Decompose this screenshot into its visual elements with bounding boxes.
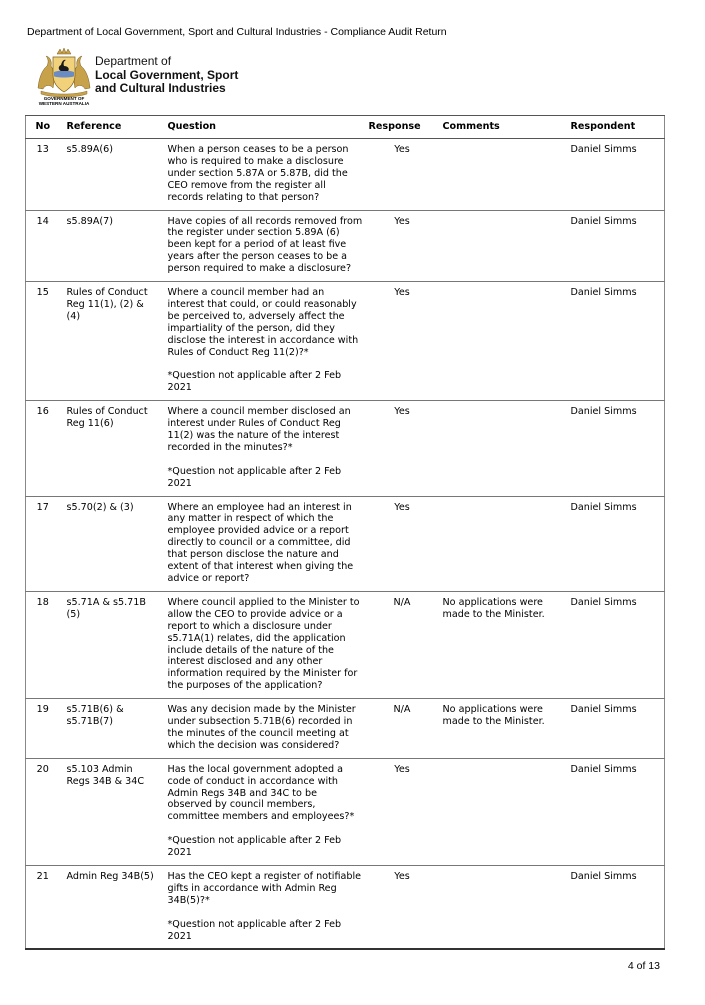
department-logo <box>33 48 253 110</box>
row-respondent: Daniel Simms <box>564 282 665 401</box>
row-comments <box>436 401 564 496</box>
row-question <box>161 758 369 865</box>
question-text: Where a council member had an interest that could, or could reasonably be perceived to, adversely affect the impartiality of the person, did they disclose the interest in accordance with Rules of Conduct Reg 11(2)?* <box>167 287 359 358</box>
row-question <box>161 282 369 401</box>
row-number: 15 <box>26 282 60 401</box>
wa-crest-icon <box>33 48 95 98</box>
row-response: N/A <box>369 699 436 759</box>
table-row <box>26 139 665 211</box>
row-response: Yes <box>369 865 436 949</box>
row-response: Yes <box>369 496 436 591</box>
question-text: Where council applied to the Minister to allow the CEO to provide advice or a report to which a disclosure under s5.71A(1) relates, did the application include details of the nature of the interest disclosed and any other information required by the Minister for the purposes of the application? <box>167 596 360 692</box>
column-header-reference: Reference <box>60 116 161 139</box>
row-number: 17 <box>26 496 60 591</box>
page-number: 4 of 13 <box>627 960 660 972</box>
question-text: Have copies of all records removed from the register under section 5.89A (6) been kept for a period of at least five years after the person ceases to be a person required to make a disclosure? <box>167 215 363 275</box>
row-respondent: Daniel Simms <box>564 591 665 698</box>
department-name-line3: and Cultural Industries <box>95 81 226 95</box>
row-response: Yes <box>369 401 436 496</box>
question-text: Has the local government adopted a code of conduct in accordance with Admin Regs 34B and 34C to be observed by council members, committee members and employees?* <box>167 763 355 823</box>
row-reference: s5.103 Admin Regs 34B & 34C <box>60 758 161 865</box>
row-respondent: Daniel Simms <box>564 699 665 759</box>
row-number: 19 <box>26 699 60 759</box>
column-header-response: Response <box>369 116 436 139</box>
row-comments <box>436 865 564 949</box>
row-respondent: Daniel Simms <box>564 758 665 865</box>
crest-caption-line1: GOVERNMENT OF <box>43 96 85 101</box>
row-number: 20 <box>26 758 60 865</box>
row-comments <box>436 496 564 591</box>
question-text: Where an employee had an interest in any matter in respect of which the employee provided advice or a report directly to council or a committee, did that person disclose the nature and extent of that interest when giving the advice or report? <box>167 501 354 584</box>
column-header-comments: Comments <box>436 116 564 139</box>
crest-caption <box>33 96 95 107</box>
row-reference: Rules of Conduct Reg 11(1), (2) & (4) <box>60 282 161 401</box>
row-response: Yes <box>369 282 436 401</box>
question-note: *Question not applicable after 2 Feb 2021 <box>167 835 342 859</box>
row-comments <box>436 139 564 211</box>
row-question <box>161 139 369 211</box>
table-row <box>26 865 665 949</box>
table-row <box>26 591 665 698</box>
row-comments <box>436 282 564 401</box>
row-reference: Rules of Conduct Reg 11(6) <box>60 401 161 496</box>
question-text: Was any decision made by the Minister under subsection 5.71B(6) recorded in the minutes of the council meeting at which the decision was considered? <box>167 704 356 751</box>
question-text: Has the CEO kept a register of notifiable gifts in accordance with Admin Reg 34B(5)?* <box>167 870 362 906</box>
row-question <box>161 401 369 496</box>
row-number: 16 <box>26 401 60 496</box>
table-row <box>26 401 665 496</box>
department-name-line1: Department of <box>95 54 172 68</box>
row-question <box>161 210 369 282</box>
question-note: *Question not applicable after 2 Feb 2021 <box>167 370 342 394</box>
row-respondent: Daniel Simms <box>564 865 665 949</box>
row-comments: No applications were made to the Minister. <box>436 699 564 759</box>
crest-caption-line2: WESTERN AUSTRALIA <box>38 101 90 107</box>
column-header-question: Question <box>161 116 369 139</box>
question-note: *Question not applicable after 2 Feb 2021 <box>167 465 342 489</box>
table-header-row <box>26 116 665 139</box>
question-note: *Question not applicable after 2 Feb 2021 <box>167 918 342 942</box>
row-number: 21 <box>26 865 60 949</box>
table-row <box>26 758 665 865</box>
row-reference: s5.89A(6) <box>60 139 161 211</box>
row-reference: Admin Reg 34B(5) <box>60 865 161 949</box>
compliance-audit-table <box>25 115 665 950</box>
row-number: 14 <box>26 210 60 282</box>
row-question <box>161 865 369 949</box>
page-header-title: Department of Local Government, Sport and Cultural Industries - Compliance Audit Return <box>27 26 447 38</box>
row-respondent: Daniel Simms <box>564 139 665 211</box>
row-comments: No applications were made to the Minister. <box>436 591 564 698</box>
row-comments <box>436 210 564 282</box>
column-header-respondent: Respondent <box>564 116 665 139</box>
row-number: 13 <box>26 139 60 211</box>
question-text: When a person ceases to be a person who is required to make a disclosure under section 5.87A or 5.87B, did the CEO remove from the register all records relating to that person? <box>167 144 349 203</box>
row-question <box>161 496 369 591</box>
row-reference: s5.71B(6) & s5.71B(7) <box>60 699 161 759</box>
row-respondent: Daniel Simms <box>564 401 665 496</box>
row-response: N/A <box>369 591 436 698</box>
row-response: Yes <box>369 210 436 282</box>
row-question <box>161 591 369 698</box>
department-name <box>95 55 238 96</box>
row-reference: s5.89A(7) <box>60 210 161 282</box>
row-number: 18 <box>26 591 60 698</box>
row-comments <box>436 758 564 865</box>
row-respondent: Daniel Simms <box>564 496 665 591</box>
row-response: Yes <box>369 758 436 865</box>
row-reference: s5.70(2) & (3) <box>60 496 161 591</box>
question-text: Where a council member disclosed an interest under Rules of Conduct Reg 11(2) was the nature of the interest recorded in the minutes?* <box>167 406 351 453</box>
table-row <box>26 699 665 759</box>
column-header-no: No <box>26 116 60 139</box>
row-question <box>161 699 369 759</box>
department-name-line2: Local Government, Sport <box>95 67 239 82</box>
row-respondent: Daniel Simms <box>564 210 665 282</box>
row-response: Yes <box>369 139 436 211</box>
table-row <box>26 282 665 401</box>
table-row <box>26 496 665 591</box>
table-row <box>26 210 665 282</box>
row-reference: s5.71A & s5.71B (5) <box>60 591 161 698</box>
